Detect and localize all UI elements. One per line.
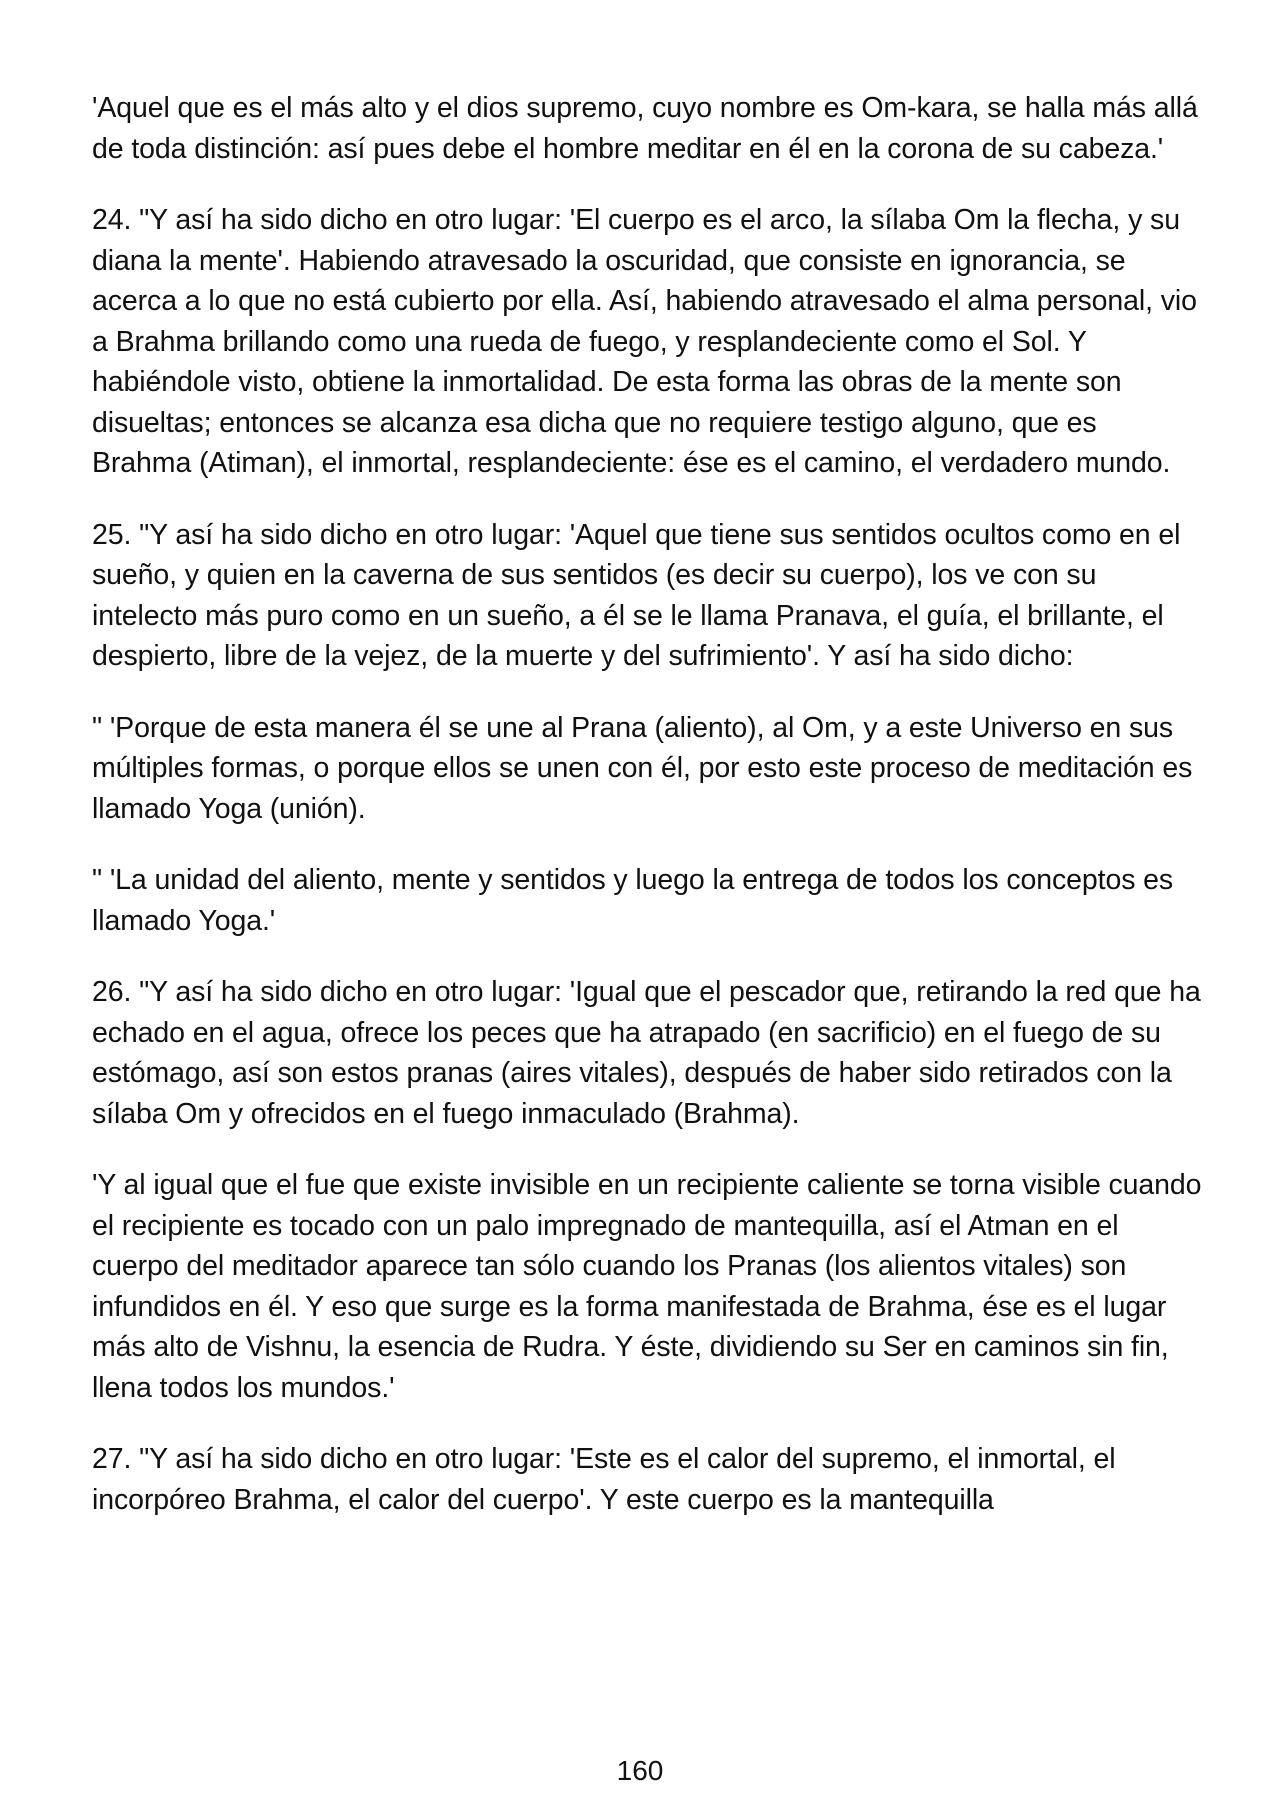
paragraph-yoga-definition: " 'La unidad del aliento, mente y sentidos y luego la entrega de todos los conceptos es llamado Yoga.' — [92, 864, 1174, 937]
paragraph-26: 26. "Y así ha sido dicho en otro lugar: 'Igual que el pescador que, retirando la red que ha echado en el agua, ofrece los peces que ha atrapado (en sacrificio) en el fuego de su estómago, así son estos pranas (aires vitales), después de haber sido retirados con la sílaba Om y ofrecidos en el fuego inmaculado (Brahma). — [92, 976, 1201, 1130]
paragraph-prana-union: " 'Porque de esta manera él se une al Prana (aliento), al Om, y a este Universo en sus múltiples formas, o porque ellos se unen con él, por esto este proceso de meditación es llamado Yoga (unión). — [92, 711, 1193, 825]
paragraph-25: 25. "Y así ha sido dicho en otro lugar: 'Aquel que tiene sus sentidos ocultos como en el sueño, y quien en la caverna de sus sentidos (es decir su cuerpo), los ve con su intelecto más puro como en un sueño, a él se le llama Pranava, el guía, el brillante, el despierto, libre de la vejez, de la muerte y del sufrimiento'. Y así ha sido dicho: — [92, 518, 1181, 672]
page-text — [92, 88, 1202, 1551]
paragraph-27: 27. "Y así ha sido dicho en otro lugar: 'Este es el calor del supremo, el inmortal, el incorpóreo Brahma, el calor del cuerpo'. Y este cuerpo es la mantequilla — [92, 1443, 1116, 1516]
page-number: 160 — [616, 1755, 664, 1786]
paragraph-24: 24. "Y así ha sido dicho en otro lugar: 'El cuerpo es el arco, la sílaba Om la flecha, y su diana la mente'. Habiendo atravesado la oscuridad, que consiste en ignorancia, se acerca a lo que no está cubierto por ella. Así, habiendo atravesado el alma personal, vio a Brahma brillando como una rueda de fuego, y resplandeciente como el Sol. Y habiéndole visto, obtiene la inmortalidad. De esta forma las obras de la mente son disueltas; entonces se alcanza esa dicha que no requiere testigo alguno, que es Brahma (Atiman), el inmortal, resplandeciente: ése es el camino, el verdadero mundo. — [92, 204, 1197, 479]
paragraph-atman-fire: 'Y al igual que el fue que existe invisible en un recipiente caliente se torna visible cuando el recipiente es tocado con un palo impregnado de mantequilla, así el Atman en el cuerpo del meditador aparece tan sólo cuando los Pranas (los alientos vitales) son infundidos en él. Y eso que surge es la forma manifestada de Brahma, ése es el lugar más alto de Vishnu, la esencia de Rudra. Y éste, dividiendo su Ser en caminos sin fin, llena todos los mundos.' — [92, 1169, 1202, 1404]
paragraph-omkara: 'Aquel que es el más alto y el dios supremo, cuyo nombre es Om-kara, se halla más allá de toda distinción: así pues debe el hombre meditar en él en la corona de su cabeza.' — [92, 92, 1198, 165]
